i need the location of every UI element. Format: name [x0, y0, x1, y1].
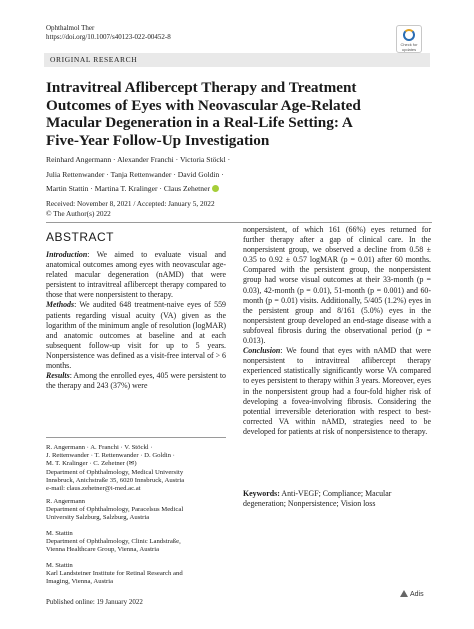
affiliation-block: R. Angermann · A. Franchi · V. Stöckl · J. Rettenwander · T. Rettenwander · D. Goldin · M. T. Kralinger · C. Zehetner (✉) Department of Ophthalmology, Medical University Innsbruck, Anichstraße 35, 6020 Innsbruck, Austria e-mail: claus.zehetner@i-med.ac.at	[46, 444, 226, 493]
keywords	[243, 489, 431, 509]
adis-logo-icon	[400, 590, 408, 597]
crossmark-icon	[403, 29, 415, 41]
journal-name: Ophthalmol Ther	[46, 24, 95, 32]
affiliation-block: M. Stattin Department of Ophthalmology, Clinic Landstraße, Vienna Healthcare Group, Vienna, Austria	[46, 530, 181, 554]
abstract-paragraph: Introduction: We aimed to evaluate visual and anatomical outcomes among eyes with neovascular age-related macular degeneration (nAMD) that were persistent to intravitreal aflibercept therapy compared to those that were nonpersistent to therapy.	[46, 250, 226, 300]
published-date: Published online: 19 January 2022	[46, 598, 143, 606]
abstract-paragraph: Results: Among the enrolled eyes, 405 were persistent to the therapy and 243 (37%) were	[46, 371, 226, 391]
affiliation-block: R. Angermann Department of Ophthalmology, Paracelsus Medical University Salzburg, Salzburg, Austria	[46, 498, 184, 522]
orcid-icon[interactable]	[212, 185, 219, 192]
keywords-text: Anti-VEGF; Compliance; Macular degeneration; Nonpersistence; Vision loss	[243, 489, 392, 509]
abstract-paragraph: nonpersistent, of which 161 (66%) eyes returned for further therapy after a gap of clinical care. In the nonpersistent group, we observed a decline from 0.58 ± 0.35 to 0.92 ± 0.57 logMAR (p = 0.01) after 60 months. Compared with the persistent group, the nonpersistent group had worse visual outcomes at their 33-month (p = 0.03), 42-month (p = 0.01), 51-month (p = 0.001) and 60-month (p = 0.01) visits. Additionally, 5/405 (1.2%) eyes in the persistent group and 8/161 (5.0%) eyes in the nonpersistent group developed an end-stage disease with a subfoveal fibrosis during the observational period (p = 0.013).	[243, 225, 431, 346]
check-for-updates-badge[interactable]	[396, 25, 422, 53]
keywords-label: Keywords:	[243, 489, 280, 498]
abstract-paragraph: Conclusion: We found that eyes with nAMD that were nonpersistent to intravitreal aflibercept therapy experienced statistically significantly worse VA compared to eyes persistent to therapy within 3 years. Moreover, eyes in the nonpersistent group had a four-fold higher risk of developing a fovea-involving fibrosis. Considering the potential irreversible deterioration with respect to best-corrected VA within nAMD, strategies need to be developed for patients at risk of nonpersistence to therapy.	[243, 346, 431, 436]
badge-line2: updates	[401, 47, 417, 52]
abstract-heading: ABSTRACT	[46, 230, 115, 244]
copyright-line: © The Author(s) 2022	[46, 208, 111, 218]
author-list	[46, 153, 426, 197]
article-dates	[46, 199, 215, 218]
abstract-right-column	[243, 225, 431, 437]
abstract-left-column	[46, 250, 226, 391]
affiliation-block: M. Stattin Karl Landsteiner Institute for Retinal Research and Imaging, Vienna, Austria	[46, 562, 183, 586]
received-accepted-date: Received: November 8, 2021 / Accepted: January 5, 2022	[46, 199, 215, 208]
doi-link[interactable]: https://doi.org/10.1007/s40123-022-00452-8	[46, 33, 171, 41]
section-label: ORIGINAL RESEARCH	[44, 53, 430, 67]
publisher-logo: Adis	[400, 590, 424, 598]
author-line: Martin Stattin · Martina T. Kralinger · Claus Zehetner	[46, 182, 426, 197]
article-title: Intravitreal Aflibercept Therapy and Treatment Outcomes of Eyes with Neovascular Age-Related Macular Degeneration in a Real-Life Setting: A Five-Year Follow-Up Investigation	[46, 79, 361, 149]
divider	[46, 222, 432, 223]
author-line: Julia Rettenwander · Tanja Rettenwander · David Goldin ·	[46, 169, 224, 179]
author-line: Reinhard Angermann · Alexander Franchi · Victoria Stöckl ·	[46, 155, 231, 164]
badge-line1: Check for	[400, 42, 418, 47]
email-link[interactable]: e-mail: claus.zehetner@i-med.ac.at	[46, 485, 141, 493]
footnote-divider	[46, 437, 226, 438]
abstract-paragraph: Methods: We audited 648 treatment-naive eyes of 559 patients regarding visual acuity (VA) given as the logarithm of the minimum angle of resolution (logMAR) and anatomic outcomes at baseline and at each subsequent follow-up visit for up to 5 years. Nonpersistence was defined as a visit-free interval of > 6 months.	[46, 300, 226, 371]
